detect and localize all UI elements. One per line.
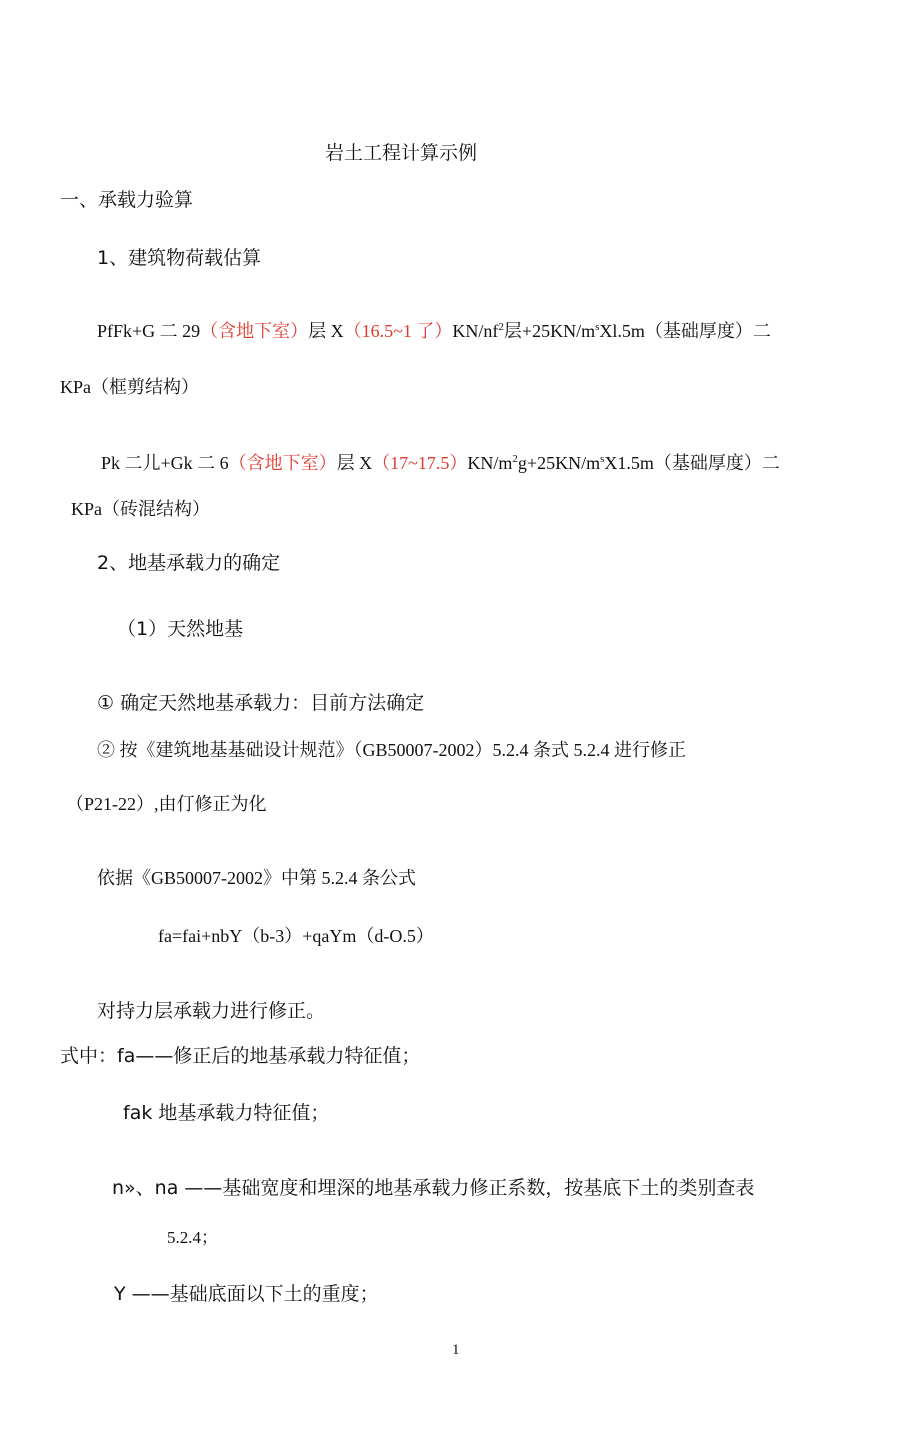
formula-text: Pk 二儿+Gk 二 6 <box>101 453 229 473</box>
point-determine: ① 确定天然地基承载力：目前方法确定 <box>97 692 425 714</box>
capacity-formula: fa=fai+nbY（b-3）+qaYm（d-O.5） <box>158 926 434 946</box>
formula-text: 层+25KN/m <box>503 321 596 341</box>
formula-text: X1.5m（基础厚度）二 <box>604 453 780 473</box>
formula-superscript: s <box>595 321 600 333</box>
formula-superscript: s <box>600 453 605 465</box>
formula-text: KN/m <box>467 453 513 473</box>
formula-highlight: （含地下室） <box>200 321 309 341</box>
formula-highlight: （含地下室） <box>228 453 337 473</box>
load-formula-frame <box>97 317 771 343</box>
formula-superscript: 2 <box>498 321 504 333</box>
item-natural-foundation: （1）天然地基 <box>117 618 244 640</box>
load-formula-masonry-cont: KPa（砖混结构） <box>71 499 210 519</box>
definition-coefficients: n»、na ——基础宽度和埋深的地基承载力修正系数，按基底下土的类别查表 <box>112 1177 755 1199</box>
page-number: 1 <box>452 1342 460 1358</box>
section-heading: 一、承载力验算 <box>60 189 194 211</box>
formula-highlight: （17~17.5） <box>372 453 468 473</box>
formula-superscript: 2 <box>512 453 518 465</box>
formula-text: 层 X <box>308 321 344 341</box>
subsection-heading-load: 1、建筑物荷载估算 <box>97 247 262 269</box>
formula-text: Xl.5m（基础厚度）二 <box>599 321 771 341</box>
formula-text: PfFk+G 二 29 <box>97 321 201 341</box>
formula-text: g+25KN/m <box>517 453 601 473</box>
point-correction-cont: （P21-22）,由仃修正为化 <box>66 794 267 814</box>
formula-text: KN/nf <box>452 321 499 341</box>
subsection-heading-capacity: 2、地基承载力的确定 <box>97 552 281 574</box>
definition-fak: fak 地基承载力特征值； <box>123 1102 330 1124</box>
point-correction: ② 按《建筑地基基础设计规范》（GB50007-2002）5.2.4 条式 5.2.4 进行修正 <box>97 740 686 760</box>
load-formula-masonry <box>101 449 780 475</box>
load-formula-frame-cont: KPa（框剪结构） <box>60 377 199 397</box>
purpose-text: 对持力层承载力进行修正。 <box>97 1000 326 1022</box>
formula-text: 层 X <box>336 453 373 473</box>
basis-text: 依据《GB50007-2002》中第 5.2.4 条公式 <box>97 868 416 888</box>
definition-fa: 式中：fa——修正后的地基承载力特征值； <box>60 1045 421 1067</box>
definition-unit-weight: Y ——基础底面以下土的重度； <box>114 1283 379 1305</box>
document-title: 岩土工程计算示例 <box>325 142 478 164</box>
definition-coefficients-cont: 5.2.4； <box>167 1228 218 1247</box>
formula-highlight: （16.5~1 了） <box>343 321 453 341</box>
